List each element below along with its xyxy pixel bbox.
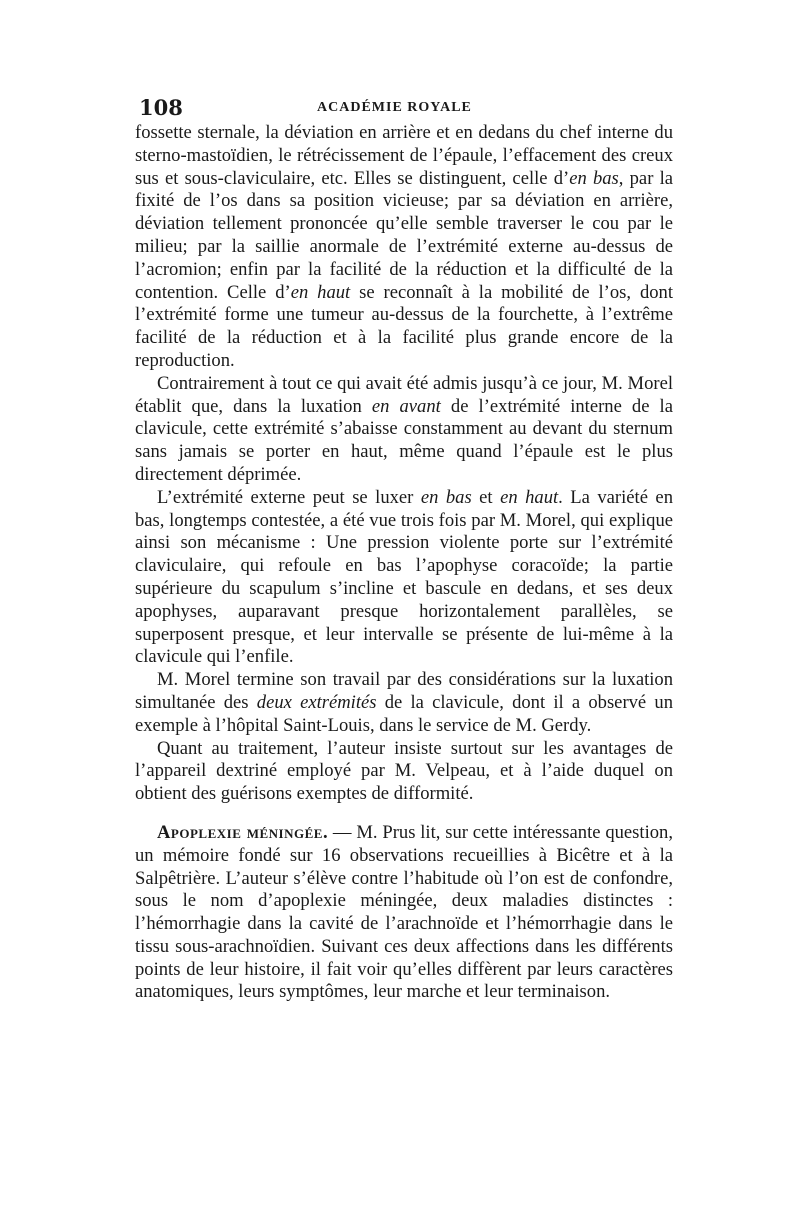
section-heading: Apoplexie méningée. — [157, 821, 329, 843]
paragraph-treatment — [135, 738, 673, 806]
text-run: Quant au traitement, l’auteur insiste surtout sur les avantages de l’appareil dextriné employé par M. Velpeau, et à l’aide duquel on obtient des guérisons exemptes de difformité. — [135, 737, 673, 805]
italic-term: en bas — [569, 167, 619, 189]
text-run: M. Morel termine son travail par des considérations sur la luxation simultanée des — [135, 669, 673, 713]
page-number: 108 — [139, 95, 183, 120]
text-run: se reconnaît à la mobilité de l’os, dont l’extrémité forme une tumeur au-dessus de la fourchette, à l’extrême facilité de la réduction et à la facilité plus grande encore de la reproduction. — [135, 281, 673, 371]
paragraph-meningeal-apoplexy — [135, 822, 673, 1004]
paragraph-external-extremity — [135, 487, 673, 669]
italic-term: en haut — [290, 281, 351, 303]
text-run: de l’extrémité interne de la clavicule, cette extrémité s’abaisse constamment au devant du sternum sans jamais se porter en haut, même quand l’épaule est le plus directement déprimée. — [135, 395, 673, 485]
text-run: Contrairement à tout ce qui avait été admis jusqu’à ce jour, M. Morel établit que, dans la luxation — [135, 372, 673, 417]
paragraph-simultaneous-luxation — [135, 669, 673, 737]
section-spacer — [135, 806, 673, 822]
text-run: fossette sternale, la déviation en arrière et en dedans du chef interne du sterno-mastoïdien, le rétrécissement de l’épaule, l’effacement des creux sus et sous-claviculaire, etc. Elles se distinguent, celle d’ — [135, 122, 673, 189]
italic-term: en haut — [500, 486, 559, 508]
text-run: , par la fixité de l’os dans sa position vicieuse; par sa déviation en arrière, déviation tellement prononcée qu’elle semble traverser le cou par le milieu; par la saillie anormale de l’extrémité externe au-dessus de l’acromion; enfin par la facilité de la réduction et la difficulté de la contention. Celle d’ — [135, 167, 673, 303]
paragraph-dislocation-types — [135, 122, 673, 373]
book-page — [135, 92, 673, 1004]
italic-term: en avant — [371, 395, 441, 417]
text-run: de la clavicule, dont il a observé un exemple à l’hôpital Saint-Louis, dans le service de M. Gerdy. — [135, 691, 673, 736]
italic-term: en bas — [420, 486, 472, 508]
running-header — [135, 92, 673, 122]
text-run: — M. Prus lit, sur cette intéressante question, un mémoire fondé sur 16 observations recueillies à Bicêtre et à la Salpêtrière. L’auteur s’élève contre l’habitude où l’on est de confondre, sous le nom d’apoplexie méningée, deux maladies distinctes : l’hémorrhagie dans la cavité de l’arachnoïde et l’hémorrhagie dans le tissu sous-arachnoïdien. Suivant ces deux affections dans les différents points de leur histoire, il fait voir qu’elles diffèrent par leurs caractères anatomiques, leurs symptômes, leur marche et leur terminaison. — [135, 821, 673, 1003]
italic-term: deux extrémités — [256, 691, 377, 713]
text-run: L’extrémité externe peut se luxer — [157, 486, 421, 508]
paragraph-forward-luxation — [135, 373, 673, 487]
text-run: . La variété en bas, longtemps contestée, a été vue trois fois par M. Morel, qui explique ainsi son mécanisme : Une pression violente porte sur l’extrémité claviculaire, qui refoule en bas l’apophyse coracoïde; la partie supérieure du scapulum s’incline et bascule en dedans, et ses deux apophyses, auparavant presque horizontalement parallèles, se superposent presque, et leur intervalle se présente de lui-même à la clavicule qui l’enfile. — [135, 486, 673, 668]
running-title: ACADÉMIE ROYALE — [317, 100, 472, 115]
text-run: et — [471, 486, 501, 508]
